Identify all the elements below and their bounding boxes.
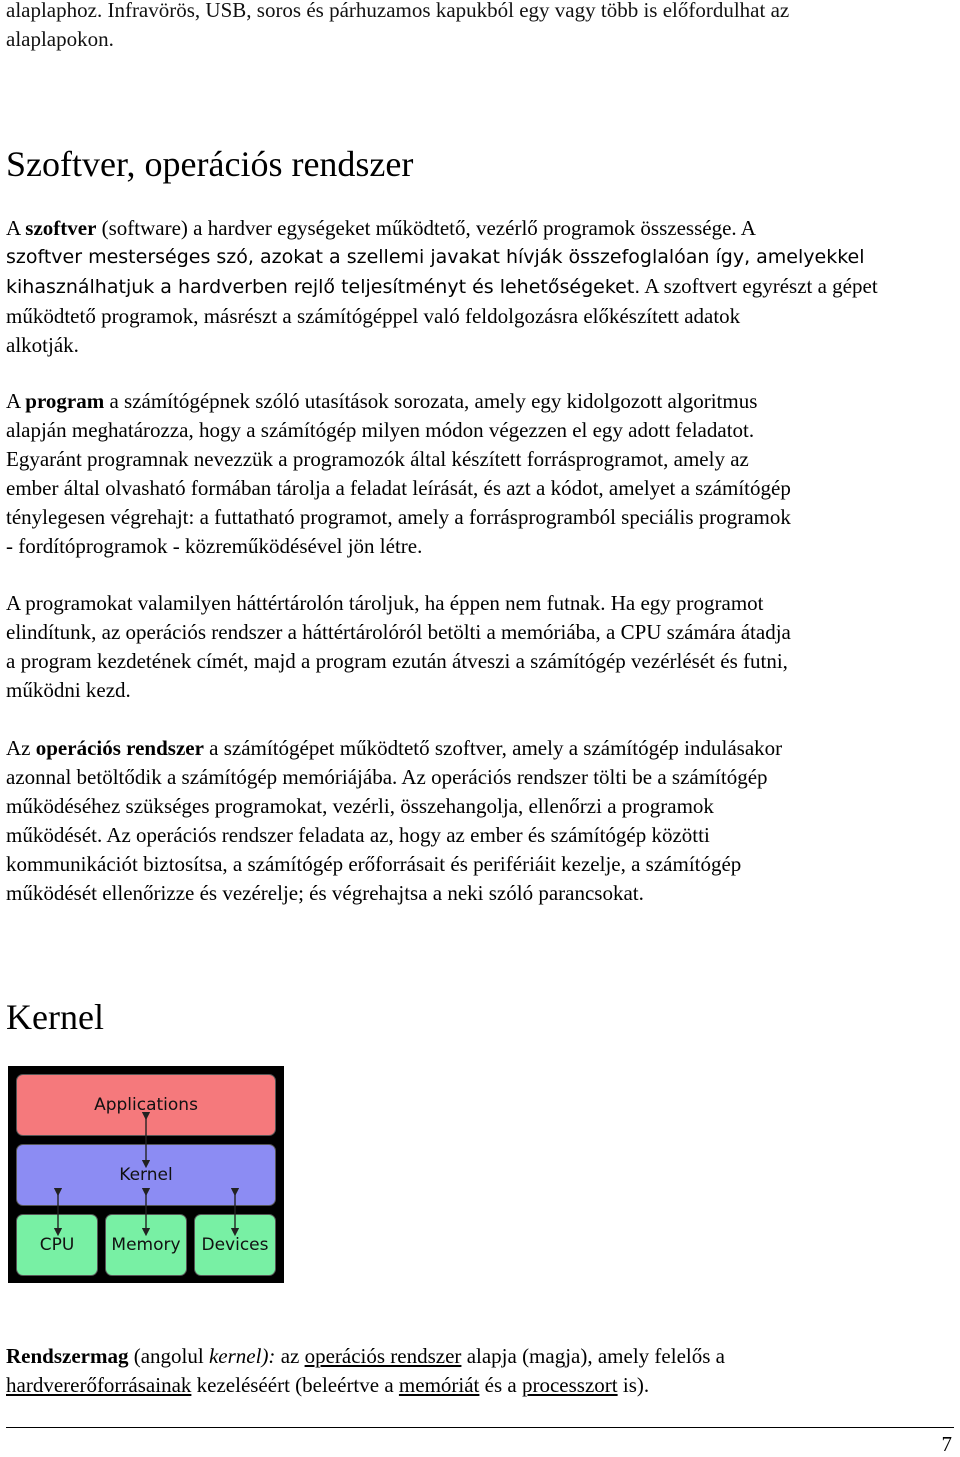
text-line: Egyaránt programnak nevezzük a programozók által készített forrásprogramot, amely az [6, 447, 749, 471]
text-line: működését. Az operációs rendszer feladata az, hogy az ember és számítógép közötti [6, 823, 710, 847]
text-line: működtető programok, másrészt a számítógéppel való feldolgozásra előkészített adatok [6, 304, 741, 328]
text-span: is). [617, 1373, 650, 1397]
text-span: kezeléséért (beleértve a [191, 1373, 399, 1397]
link-hardware-resources[interactable]: hardvererőforrásainak [6, 1373, 192, 1397]
text-span: és a [479, 1373, 522, 1397]
text-span: (software) a hardver egységeket működtető, vezérlő programok összessége. A [96, 216, 756, 240]
paragraph-operating-system [6, 734, 952, 908]
link-operating-system[interactable]: operációs rendszer [304, 1344, 462, 1368]
text-line: kommunikációt biztosítsa, a számítógép erőforrásait és perifériáit kezelje, a számítógép [6, 852, 742, 876]
paragraph-software [6, 214, 952, 360]
text-span: kihasználhatjuk a hardverben rejlő teljesítményt és lehetőségeket. [6, 276, 641, 298]
text-line: a program kezdetének címét, majd a program ezután átveszi a számítógép vezérlését és futni, [6, 649, 788, 673]
link-memory[interactable]: memóriát [398, 1373, 480, 1397]
text-line: alaplaphoz. Infravörös, USB, soros és párhuzamos kapukból egy vagy több is előfordulhat az [6, 0, 790, 22]
text-line: - fordítóprogramok - közreműködésével jön létre. [6, 534, 423, 558]
kernel-box: Kernel [16, 1144, 276, 1206]
text-line: működését ellenőrizze és vezérelje; és végrehajtsa a neki szóló parancsokat. [6, 881, 644, 905]
section-title-software: Szoftver, operációs rendszer [6, 144, 414, 184]
term-kernel-english: kernel): [208, 1344, 276, 1368]
intro-text [6, 0, 952, 54]
text-line: A programokat valamilyen háttértárolón tároljuk, ha éppen nem futnak. Ha egy programot [6, 591, 764, 615]
text-line: szoftver mesterséges szó, azokat a szellemi javakat hívják összefoglalóan így, amelyekkel [6, 246, 865, 268]
devices-box: Devices [194, 1214, 276, 1276]
text-span: a számítógépnek szóló utasítások sorozata, amely egy kidolgozott algoritmus [104, 389, 758, 413]
kernel-diagram [8, 1066, 284, 1283]
text-line: működéséhez szükséges programokat, vezérli, összehangolja, ellenőrzi a programok [6, 794, 714, 818]
text-span: a számítógépet működtető szoftver, amely a számítógép indulásakor [203, 736, 783, 760]
text-line: azonnal betöltődik a számítógép memóriájába. Az operációs rendszer tölti be a számítógép [6, 765, 768, 789]
cpu-box: CPU [16, 1214, 98, 1276]
text-span: A [6, 389, 26, 413]
text-span: az [275, 1344, 305, 1368]
diagram-arrows [8, 1066, 284, 1283]
applications-box: Applications [16, 1074, 276, 1136]
term-program: program [25, 389, 105, 413]
text-span: Az [6, 736, 36, 760]
text-line: ténylegesen végrehajt: a futtatható programot, amely a forrásprogramból speciális programok [6, 505, 791, 529]
text-span: alapja (magja), amely felelős a [461, 1344, 725, 1368]
page-number: 7 [941, 1432, 952, 1456]
link-processor[interactable]: processzort [521, 1373, 618, 1397]
text-span: A szoftvert egyrészt a gépet [640, 274, 878, 298]
text-line: ember által olvasható formában tárolja a feladat leírását, és azt a kódot, amelyet a számítógép [6, 476, 791, 500]
memory-box: Memory [105, 1214, 187, 1276]
text-line: működni kezd. [6, 678, 131, 702]
paragraph-kernel [6, 1342, 952, 1400]
text-line: elindítunk, az operációs rendszer a háttértárolóról betölti a memóriába, a CPU számára átadja [6, 620, 791, 644]
footer-divider [6, 1427, 954, 1428]
text-line: alaplapokon. [6, 27, 114, 51]
section-title-kernel: Kernel [6, 997, 104, 1037]
text-line: alkotják. [6, 333, 79, 357]
text-span: A [6, 216, 26, 240]
paragraph-program [6, 387, 952, 561]
paragraph-storage [6, 589, 952, 705]
term-kernel: Rendszermag [6, 1344, 129, 1368]
term-operating-system: operációs rendszer [35, 736, 204, 760]
text-span: (angolul [128, 1344, 209, 1368]
text-line: alapján meghatározza, hogy a számítógép milyen módon végezzen el egy adott feladatot. [6, 418, 755, 442]
term-software: szoftver [25, 216, 97, 240]
